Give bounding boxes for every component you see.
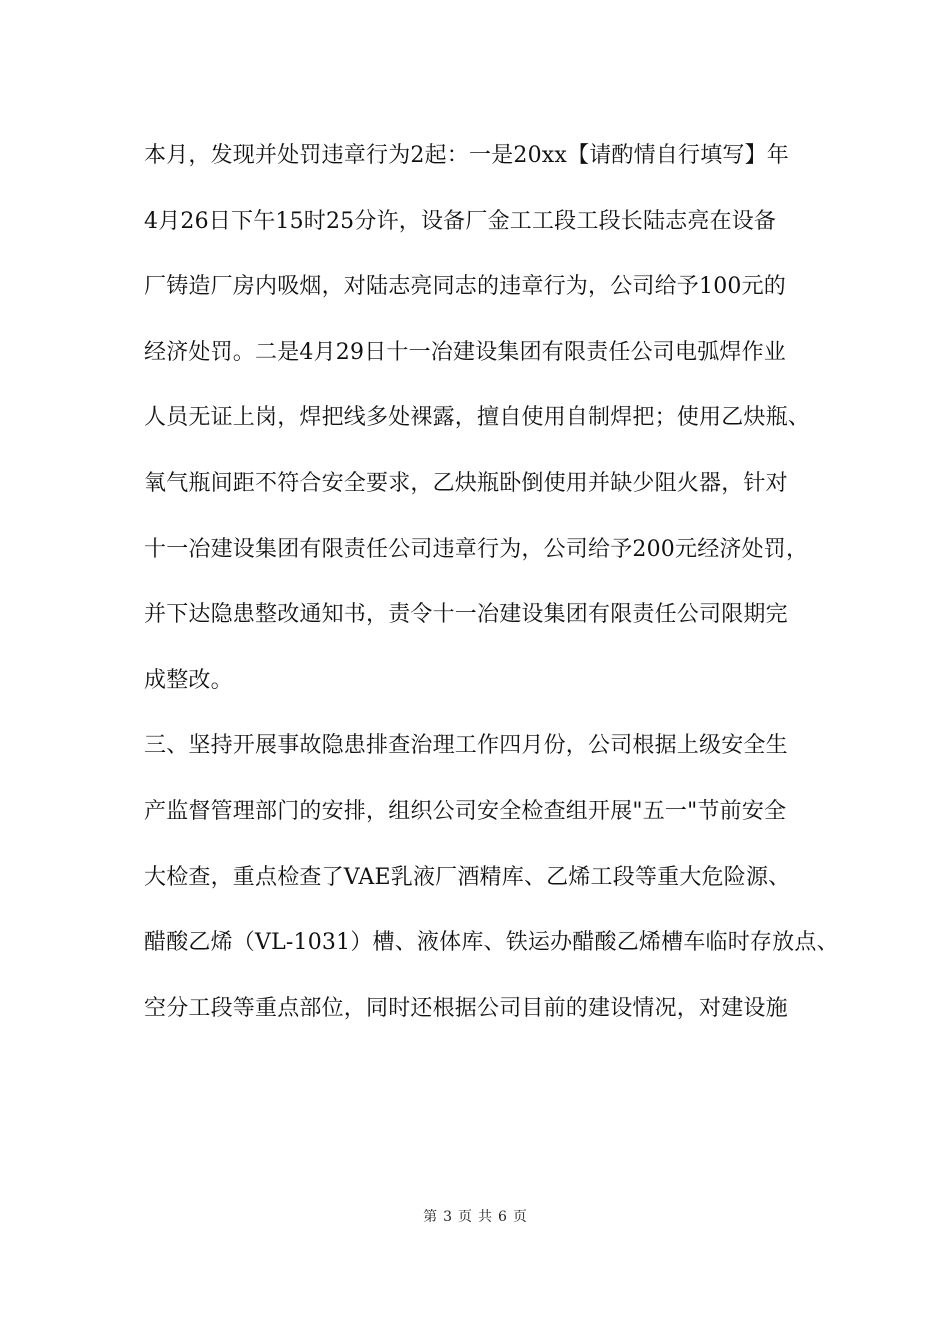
text-line-8: 并下达隐患整改通知书，责令十一冶建设集团有限责任公司限期完 [144,602,788,628]
footer-total-prefix: 共 [478,1209,492,1225]
page-footer [0,1206,950,1226]
text-line-1: 本月，发现并处罚违章行为2起：一是20xx【请酌情自行填写】年 [144,143,790,168]
text-line-9: 成整改。 [144,667,233,693]
text-line-4: 经济处罚。二是4月29日十一冶建设集团有限责任公司电弧焊作业 [144,339,786,365]
text-line-11: 产监督管理部门的安排，组织公司安全检查组开展"五一"节前安全 [144,798,787,824]
footer-page-prefix: 第 [423,1209,438,1225]
footer-page-suffix: 页 [512,1209,527,1225]
text-line-13: 醋酸乙烯（VL-1031）槽、液体库、铁运办醋酸乙烯槽车临时存放点、 [144,930,839,956]
text-line-3: 厂铸造厂房内吸烟，对陆志亮同志的违章行为，公司给予100元的 [144,274,786,300]
footer-total-pages: 6 [498,1209,507,1225]
text-line-12: 大检查，重点检查了VAE乳液厂酒精库、乙烯工段等重大危险源、 [144,864,791,890]
text-line-2: 4月26日下午15时25分许，设备厂金工工段工段长陆志亮在设备 [144,208,777,234]
text-line-6: 氧气瓶间距不符合安全要求，乙炔瓶卧倒使用并缺少阻火器，针对 [144,470,788,496]
text-line-10: 三、坚持开展事故隐患排查治理工作四月份，公司根据上级安全生 [144,733,788,759]
text-line-14: 空分工段等重点部位，同时还根据公司目前的建设情况，对建设施 [144,995,788,1021]
footer-current-page: 3 [443,1209,452,1225]
text-line-5: 人员无证上岗，焊把线多处裸露，擅自使用自制焊把；使用乙炔瓶、 [144,405,811,431]
text-line-7: 十一冶建设集团有限责任公司违章行为，公司给予200元经济处罚， [144,536,809,562]
footer-page-word: 页 [458,1209,472,1225]
body-text [144,130,839,1048]
